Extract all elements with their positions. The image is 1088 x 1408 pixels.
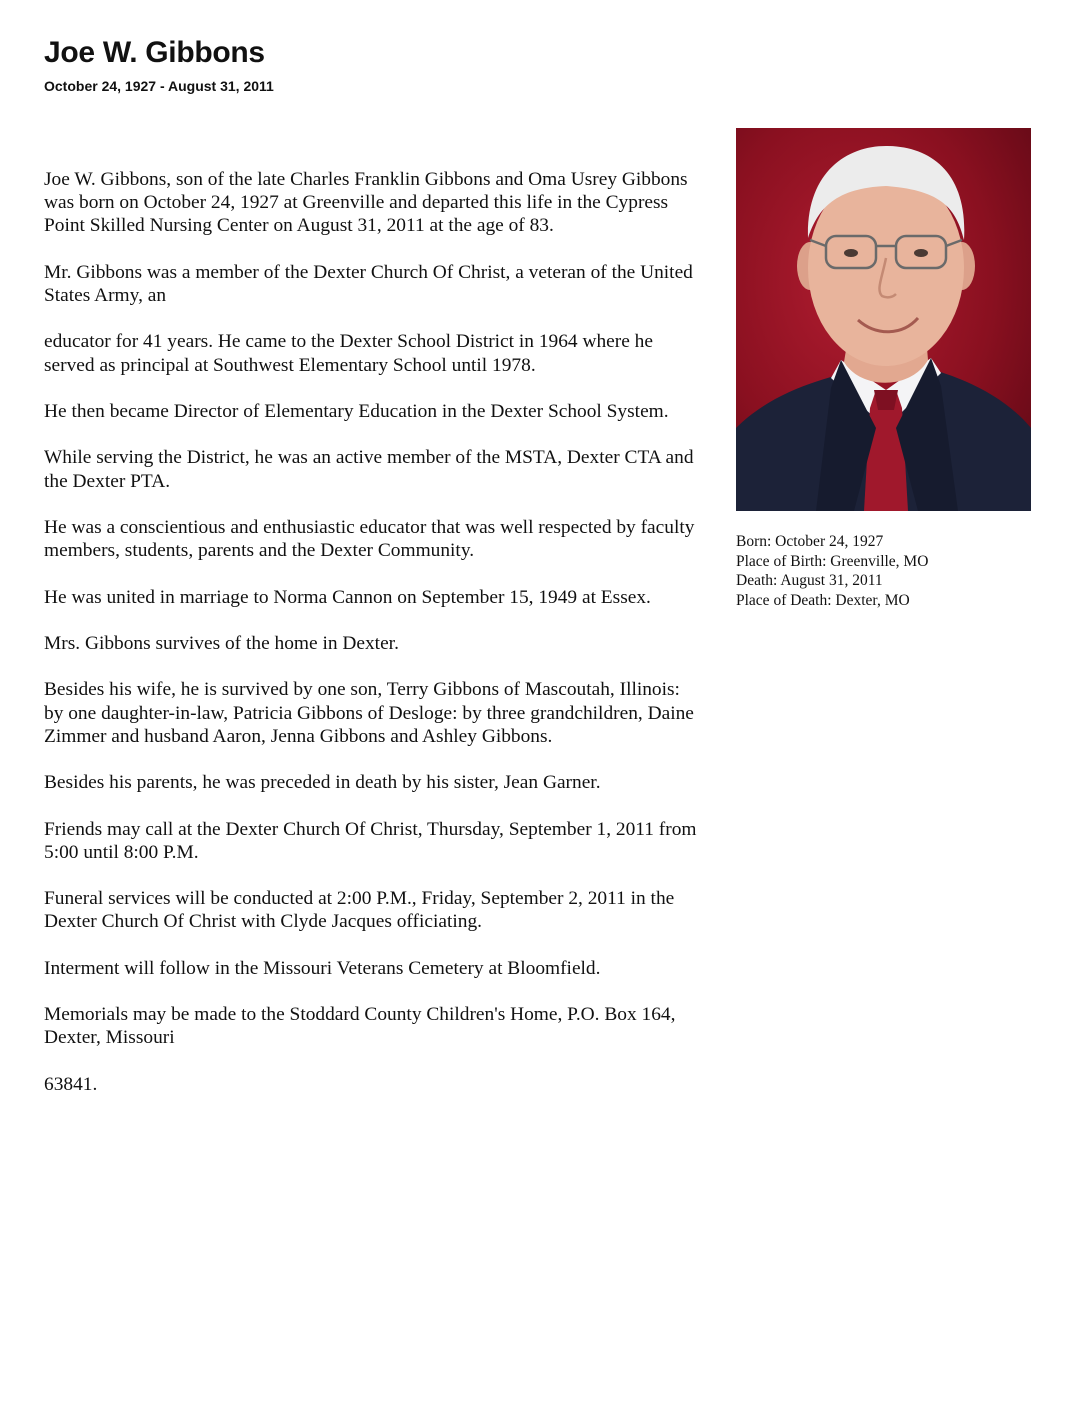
obituary-paragraph: Memorials may be made to the Stoddard County Children's Home, P.O. Box 164, Dexter, Missouri [44,1004,676,1049]
obituary-paragraph: Besides his parents, he was preceded in death by his sister, Jean Garner. [44,772,601,794]
obituary-paragraph: While serving the District, he was an active member of the MSTA, Dexter CTA and the Dexter PTA. [44,447,694,492]
obituary-text [44,168,704,1119]
obituary-paragraph: Funeral services will be conducted at 2:00 P.M., Friday, September 2, 2011 in the Dexter Church Of Christ with Clyde Jacques officiating. [44,888,675,933]
place-of-death: Place of Death: Dexter, MO [736,591,910,609]
obituary-paragraph: Mr. Gibbons was a member of the Dexter Church Of Christ, a veteran of the United States Army, an [44,261,693,306]
vital-facts [736,532,1056,610]
portrait-illustration [736,128,1031,511]
obituary-paragraph: 63841. [44,1073,98,1095]
obituary-paragraph: Interment will follow in the Missouri Veterans Cemetery at Bloomfield. [44,957,601,979]
born-date: Born: October 24, 1927 [736,533,884,550]
obituary-paragraph: He was a conscientious and enthusiastic educator that was well respected by faculty members, students, parents and the Dexter Community. [44,516,695,562]
place-of-birth: Place of Birth: Greenville, MO [736,552,929,570]
obituary-paragraph: Joe W. Gibbons, son of the late Charles Franklin Gibbons and Oma Usrey Gibbons was born on October 24, 1927 at Greenville and departed this life in the Cypress Point Skilled Nursing Center on August 31, 2011 at the age of 83. [44,169,688,237]
obituary-paragraph: educator for 41 years. He came to the Dexter School District in 1964 where he served as principal at Southwest Elementary School until 1978. [44,331,653,376]
death-date: Death: August 31, 2011 [736,572,883,589]
portrait-photo [736,128,1031,511]
page-title: Joe W. Gibbons [44,36,265,69]
obituary-paragraph: Mrs. Gibbons survives of the home in Dexter. [44,632,399,654]
obituary-paragraph: Friends may call at the Dexter Church Of Christ, Thursday, September 1, 2011 from 5:00 until 8:00 P.M. [44,818,697,863]
life-dates: October 24, 1927 - August 31, 2011 [44,78,274,94]
obituary-paragraph: He then became Director of Elementary Education in the Dexter School System. [44,400,669,422]
obituary-paragraph: Besides his wife, he is survived by one son, Terry Gibbons of Mascoutah, Illinois: by one daughter-in-law, Patricia Gibbons of Desloge: by three grandchildren, Daine Zimmer and husband Aaron, Jenna Gibbons and Ashley Gibbons. [44,679,694,747]
obituary-paragraph: He was united in marriage to Norma Cannon on September 15, 1949 at Essex. [44,586,651,608]
